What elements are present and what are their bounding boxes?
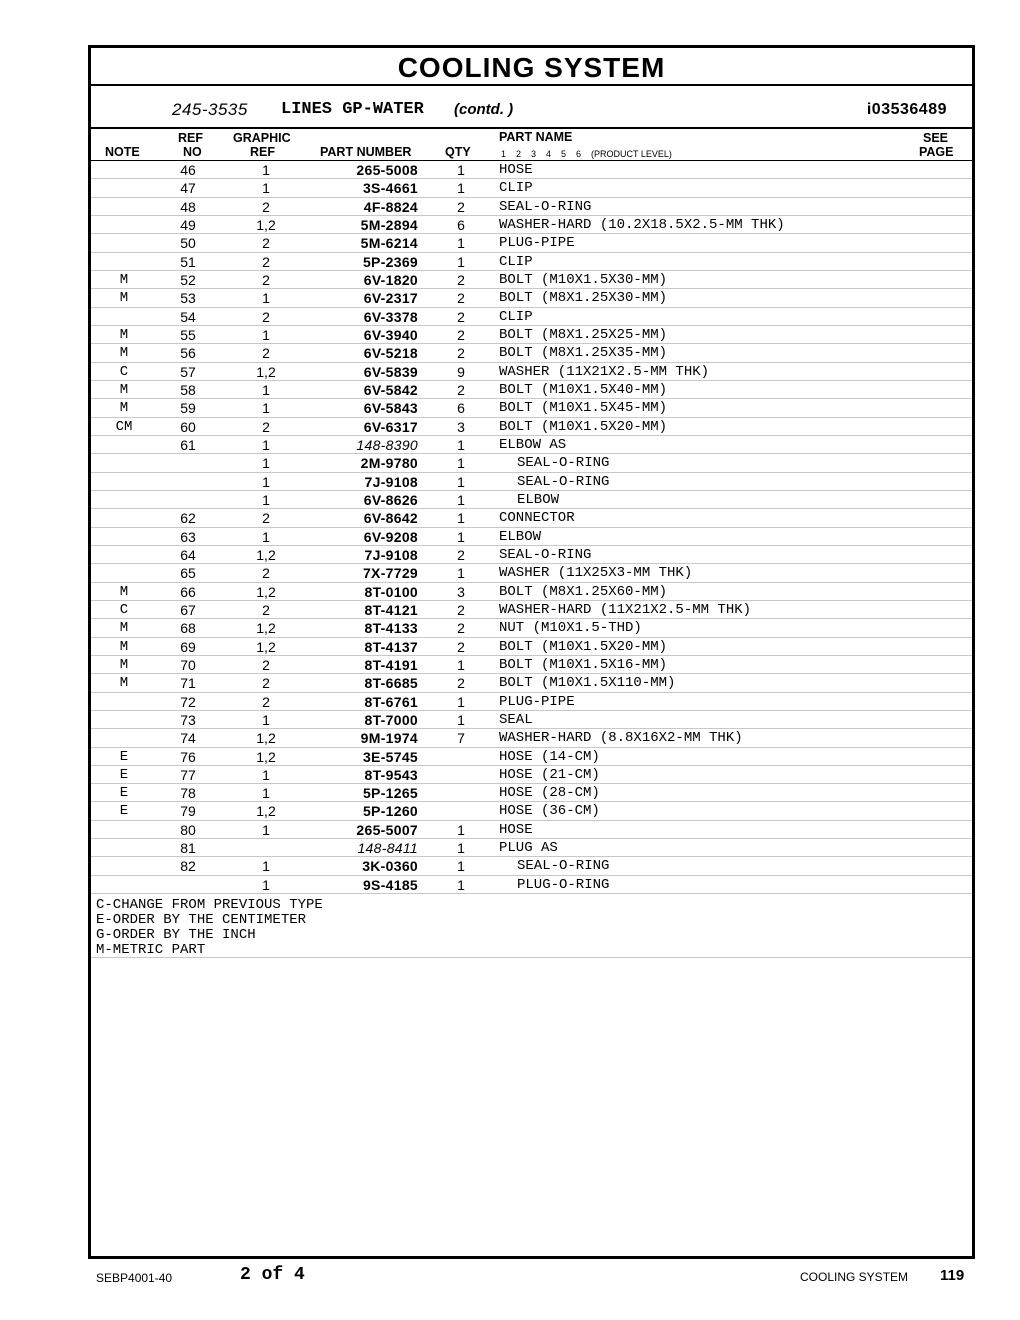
- part-name-cell: BOLT (M10X1.5X20-MM): [499, 418, 668, 435]
- graphic-ref-cell: 1,2: [256, 748, 276, 765]
- header-see-top: SEE: [923, 131, 949, 145]
- part-name-cell: BOLT (M10X1.5X16-MM): [499, 656, 668, 673]
- header-graphic-top: GRAPHIC: [233, 131, 291, 145]
- ref-no-cell: 55: [180, 326, 196, 343]
- ref-no-cell: 72: [180, 693, 196, 710]
- graphic-ref-cell: 1: [262, 326, 270, 343]
- graphic-ref-cell: 1,2: [256, 583, 276, 600]
- graphic-ref-cell: 1: [262, 785, 270, 802]
- part-name-cell: PLUG AS: [499, 840, 558, 857]
- part-number-cell: 6V-2317: [363, 290, 418, 307]
- title-bar: [91, 48, 972, 86]
- table-row: [91, 693, 972, 711]
- part-name-cell: SEAL-O-RING: [517, 455, 610, 472]
- qty-cell: 1: [457, 821, 465, 838]
- note-cell: E: [119, 803, 129, 820]
- part-number-cell: 148-8390: [356, 436, 418, 453]
- part-number-cell: 7J-9108: [364, 473, 418, 490]
- part-number-cell: 5P-2369: [362, 253, 418, 270]
- ref-no-cell: 67: [180, 601, 196, 618]
- table-row: [91, 363, 972, 381]
- part-number-cell: 7X-7729: [362, 565, 418, 582]
- ref-no-cell: 57: [180, 363, 196, 380]
- header-see-bottom: PAGE: [919, 145, 954, 159]
- note-cell: E: [119, 748, 129, 765]
- graphic-ref-cell: 1: [262, 711, 270, 728]
- part-number-cell: 5P-1265: [362, 785, 418, 802]
- ref-no-cell: 77: [180, 766, 196, 783]
- footer-page-number: 119: [940, 1267, 965, 1284]
- table-row: [91, 638, 972, 656]
- ref-no-cell: 59: [180, 400, 196, 417]
- part-number-cell: 2M-9780: [360, 455, 418, 472]
- part-number-cell: 265-5007: [356, 821, 418, 838]
- table-row: [91, 179, 972, 197]
- graphic-ref-cell: 1,2: [256, 730, 276, 747]
- part-number-cell: 8T-9543: [364, 766, 418, 783]
- table-row: [91, 161, 972, 179]
- graphic-ref-cell: 2: [262, 601, 270, 618]
- table-row: [91, 674, 972, 692]
- part-name-cell: CLIP: [499, 308, 533, 325]
- part-number-cell: 8T-6685: [364, 675, 418, 692]
- ref-no-cell: 78: [180, 785, 196, 802]
- ref-no-cell: 56: [180, 345, 196, 362]
- table-row: [91, 876, 972, 894]
- table-row: [91, 473, 972, 491]
- note-cell: M: [119, 271, 129, 288]
- ref-no-cell: 74: [180, 730, 196, 747]
- part-number-cell: 5M-2894: [360, 216, 418, 233]
- part-number-cell: 6V-5843: [363, 400, 418, 417]
- ref-no-cell: 79: [180, 803, 196, 820]
- ref-no-cell: 68: [180, 620, 196, 637]
- table-row: [91, 857, 972, 875]
- part-name-cell: SEAL-O-RING: [499, 546, 592, 563]
- qty-cell: 2: [457, 620, 465, 637]
- graphic-ref-cell: 1: [262, 290, 270, 307]
- note-cell: M: [119, 290, 129, 307]
- table-header: [91, 129, 972, 161]
- table-row: [91, 546, 972, 564]
- part-name-cell: NUT (M10X1.5-THD): [499, 620, 642, 637]
- part-number-cell: 265-5008: [356, 162, 418, 178]
- table-row: [91, 564, 972, 582]
- parts-table-body: [91, 161, 972, 894]
- part-name-cell: ELBOW: [517, 491, 560, 508]
- graphic-ref-cell: 1,2: [256, 803, 276, 820]
- qty-cell: 2: [457, 675, 465, 692]
- ref-no-cell: 63: [180, 528, 196, 545]
- table-row: [91, 253, 972, 271]
- page-frame: [88, 45, 975, 1259]
- qty-cell: 1: [457, 528, 465, 545]
- ref-no-cell: 70: [180, 656, 196, 673]
- header-part-number: PART NUMBER: [320, 145, 412, 159]
- graphic-ref-cell: 1: [262, 766, 270, 783]
- part-number-cell: 8T-4121: [364, 601, 418, 618]
- graphic-ref-cell: 1: [262, 455, 270, 472]
- part-name-cell: HOSE (21-CM): [499, 766, 600, 783]
- graphic-ref-cell: 2: [262, 345, 270, 362]
- table-row: [91, 418, 972, 436]
- graphic-ref-cell: 1,2: [256, 216, 276, 233]
- part-name-cell: BOLT (M8X1.25X60-MM): [499, 583, 668, 600]
- part-name-cell: BOLT (M10X1.5X20-MM): [499, 638, 668, 655]
- part-number-cell: 8T-4133: [364, 620, 418, 637]
- table-row: [91, 748, 972, 766]
- part-name-cell: BOLT (M8X1.25X35-MM): [499, 345, 668, 362]
- qty-cell: 2: [457, 290, 465, 307]
- part-number-cell: 3E-5745: [362, 748, 418, 765]
- table-row: [91, 491, 972, 509]
- part-name-cell: HOSE: [499, 162, 533, 178]
- group-id: i03536489: [866, 101, 947, 118]
- graphic-ref-cell: 1: [262, 162, 270, 178]
- qty-cell: 2: [457, 271, 465, 288]
- qty-cell: 1: [457, 455, 465, 472]
- part-number-cell: 8T-4137: [364, 638, 418, 655]
- ref-no-cell: 65: [180, 565, 196, 582]
- graphic-ref-cell: 1: [262, 180, 270, 197]
- group-name: LINES GP-WATER: [281, 100, 424, 119]
- graphic-ref-cell: 1: [262, 436, 270, 453]
- table-row: [91, 344, 972, 362]
- table-row: [91, 802, 972, 820]
- note-cell: M: [119, 400, 129, 417]
- part-number-cell: 6V-6317: [363, 418, 418, 435]
- header-qty: QTY: [445, 145, 471, 159]
- ref-no-cell: 53: [180, 290, 196, 307]
- graphic-ref-cell: 1: [262, 381, 270, 398]
- qty-cell: 1: [457, 565, 465, 582]
- note-cell: M: [119, 345, 129, 362]
- graphic-ref-cell: 1: [262, 876, 270, 893]
- graphic-ref-cell: 1: [262, 821, 270, 838]
- qty-cell: 1: [457, 253, 465, 270]
- note-cell: M: [119, 583, 129, 600]
- note-cell: C: [119, 363, 129, 380]
- ref-no-cell: 47: [180, 180, 196, 197]
- ref-no-cell: 60: [180, 418, 196, 435]
- table-row: [91, 528, 972, 546]
- part-number-cell: 3S-4661: [362, 180, 418, 197]
- part-name-cell: BOLT (M10X1.5X45-MM): [499, 400, 668, 417]
- part-number-cell: 8T-6761: [364, 693, 418, 710]
- part-name-cell: WASHER-HARD (11X21X2.5-MM THK): [499, 601, 752, 618]
- part-name-cell: PLUG-PIPE: [499, 235, 575, 252]
- ref-no-cell: 64: [180, 546, 196, 563]
- ref-no-cell: 58: [180, 381, 196, 398]
- part-number-cell: 6V-3940: [363, 326, 418, 343]
- part-name-cell: SEAL: [499, 711, 533, 728]
- ref-no-cell: 73: [180, 711, 196, 728]
- table-row: [91, 583, 972, 601]
- header-note: NOTE: [105, 145, 140, 159]
- part-name-cell: SEAL-O-RING: [517, 473, 610, 490]
- graphic-ref-cell: 2: [262, 656, 270, 673]
- part-number-cell: 148-8411: [357, 840, 418, 857]
- part-name-cell: WASHER-HARD (10.2X18.5X2.5-MM THK): [499, 216, 785, 233]
- graphic-ref-cell: 2: [262, 271, 270, 288]
- table-row: [91, 766, 972, 784]
- group-header: [91, 86, 972, 129]
- group-number: 245-3535: [172, 100, 248, 119]
- table-row: [91, 711, 972, 729]
- ref-no-cell: 82: [180, 858, 196, 875]
- table-row: [91, 436, 972, 454]
- part-name-cell: WASHER (11X25X3-MM THK): [499, 565, 693, 582]
- part-name-cell: CLIP: [499, 180, 533, 197]
- header-part-name: PART NAME: [499, 130, 573, 144]
- table-row: [91, 289, 972, 307]
- part-number-cell: 6V-3378: [363, 308, 418, 325]
- table-row: [91, 821, 972, 839]
- qty-cell: 1: [457, 473, 465, 490]
- note-cell: M: [119, 326, 129, 343]
- table-row: [91, 381, 972, 399]
- qty-cell: 6: [457, 216, 465, 233]
- note-cell: C: [119, 601, 129, 618]
- qty-cell: 3: [457, 583, 465, 600]
- ref-no-cell: 80: [180, 821, 196, 838]
- qty-cell: 2: [457, 601, 465, 618]
- note-line: M-METRIC PART: [96, 942, 206, 958]
- table-row: [91, 619, 972, 637]
- part-number-cell: 6V-8626: [363, 491, 418, 508]
- part-name-cell: CONNECTOR: [499, 510, 575, 527]
- note-cell: E: [119, 785, 129, 802]
- table-row: [91, 326, 972, 344]
- part-number-cell: 6V-5218: [363, 345, 418, 362]
- part-number-cell: 9S-4185: [362, 876, 418, 893]
- footer-doc-number: SEBP4001-40: [96, 1271, 173, 1285]
- qty-cell: 1: [457, 876, 465, 893]
- qty-cell: 7: [457, 730, 465, 747]
- note-line: E-ORDER BY THE CENTIMETER: [96, 912, 307, 928]
- part-name-cell: BOLT (M8X1.25X25-MM): [499, 326, 668, 343]
- part-number-cell: 6V-8642: [363, 510, 418, 527]
- qty-cell: 1: [457, 858, 465, 875]
- part-name-cell: HOSE (14-CM): [499, 748, 600, 765]
- qty-cell: 1: [457, 491, 465, 508]
- ref-no-cell: 52: [180, 271, 196, 288]
- table-row: [91, 656, 972, 674]
- graphic-ref-cell: 2: [262, 308, 270, 325]
- table-row: [91, 839, 972, 857]
- part-number-cell: 4F-8824: [363, 198, 418, 215]
- ref-no-cell: 66: [180, 583, 196, 600]
- graphic-ref-cell: 1,2: [256, 546, 276, 563]
- graphic-ref-cell: 2: [262, 235, 270, 252]
- ref-no-cell: 46: [180, 162, 196, 178]
- part-number-cell: 6V-1820: [363, 271, 418, 288]
- qty-cell: 1: [457, 162, 465, 178]
- header-product-levels: 1 2 3 4 5 6 (PRODUCT LEVEL): [501, 149, 672, 159]
- notes-legend: [96, 898, 972, 958]
- note-cell: M: [119, 381, 129, 398]
- header-ref-bottom: NO: [183, 145, 202, 159]
- part-name-cell: SEAL-O-RING: [499, 198, 592, 215]
- ref-no-cell: 76: [180, 748, 196, 765]
- qty-cell: 6: [457, 400, 465, 417]
- footer-section: COOLING SYSTEM: [800, 1270, 909, 1284]
- note-cell: CM: [115, 418, 133, 435]
- graphic-ref-cell: 1,2: [256, 620, 276, 637]
- qty-cell: 1: [457, 436, 465, 453]
- qty-cell: 1: [457, 180, 465, 197]
- part-name-cell: PLUG-O-RING: [517, 876, 610, 893]
- part-name-cell: HOSE (28-CM): [499, 785, 600, 802]
- ref-no-cell: 51: [180, 253, 196, 270]
- graphic-ref-cell: 2: [262, 418, 270, 435]
- qty-cell: 1: [457, 693, 465, 710]
- part-number-cell: 5M-6214: [360, 235, 418, 252]
- footer-page-of: 2 of 4: [240, 1265, 305, 1285]
- part-name-cell: WASHER (11X21X2.5-MM THK): [499, 363, 710, 380]
- graphic-ref-cell: 2: [262, 565, 270, 582]
- part-name-cell: BOLT (M10X1.5X110-MM): [499, 675, 676, 692]
- part-number-cell: 5P-1260: [362, 803, 418, 820]
- part-name-cell: BOLT (M10X1.5X30-MM): [499, 271, 668, 288]
- part-name-cell: ELBOW AS: [499, 436, 567, 453]
- graphic-ref-cell: 1: [262, 473, 270, 490]
- qty-cell: 1: [457, 656, 465, 673]
- table-row: [91, 399, 972, 417]
- part-number-cell: 6V-9208: [363, 528, 418, 545]
- qty-cell: 2: [457, 345, 465, 362]
- qty-cell: 1: [457, 510, 465, 527]
- note-line: C-CHANGE FROM PREVIOUS TYPE: [96, 897, 323, 913]
- part-name-cell: ELBOW: [499, 528, 542, 545]
- ref-no-cell: 71: [180, 675, 196, 692]
- part-number-cell: 7J-9108: [364, 546, 418, 563]
- part-name-cell: WASHER-HARD (8.8X16X2-MM THK): [499, 730, 743, 747]
- note-line: G-ORDER BY THE INCH: [96, 927, 256, 943]
- part-number-cell: 3K-0360: [362, 858, 418, 875]
- qty-cell: 1: [457, 235, 465, 252]
- note-cell: M: [119, 656, 129, 673]
- qty-cell: 2: [457, 326, 465, 343]
- table-row: [91, 509, 972, 527]
- ref-no-cell: 48: [180, 198, 196, 215]
- note-cell: M: [119, 620, 129, 637]
- qty-cell: 2: [457, 638, 465, 655]
- table-row: [91, 729, 972, 747]
- group-contd: (contd. ): [454, 101, 514, 118]
- part-name-cell: HOSE (36-CM): [499, 803, 600, 820]
- graphic-ref-cell: 2: [262, 253, 270, 270]
- part-name-cell: CLIP: [499, 253, 533, 270]
- graphic-ref-cell: 2: [262, 510, 270, 527]
- qty-cell: 1: [457, 711, 465, 728]
- note-cell: M: [119, 675, 129, 692]
- table-row: [91, 216, 972, 234]
- graphic-ref-cell: 1: [262, 491, 270, 508]
- part-number-cell: 6V-5842: [363, 381, 418, 398]
- graphic-ref-cell: 1: [262, 400, 270, 417]
- part-name-cell: BOLT (M8X1.25X30-MM): [499, 290, 668, 307]
- page-title: COOLING SYSTEM: [397, 52, 666, 83]
- graphic-ref-cell: 2: [262, 675, 270, 692]
- table-row: [91, 784, 972, 802]
- qty-cell: 9: [457, 363, 465, 380]
- note-cell: M: [119, 638, 129, 655]
- qty-cell: 1: [457, 840, 465, 857]
- ref-no-cell: 61: [180, 436, 196, 453]
- table-row: [91, 198, 972, 216]
- table-row: [91, 271, 972, 289]
- ref-no-cell: 50: [180, 235, 196, 252]
- qty-cell: 3: [457, 418, 465, 435]
- table-row: [91, 454, 972, 472]
- table-row: [91, 308, 972, 326]
- notes-divider: [91, 957, 972, 958]
- part-number-cell: 8T-7000: [364, 711, 418, 728]
- header-ref-top: REF: [178, 131, 203, 145]
- qty-cell: 2: [457, 308, 465, 325]
- graphic-ref-cell: 1,2: [256, 363, 276, 380]
- ref-no-cell: 62: [180, 510, 196, 527]
- ref-no-cell: 69: [180, 638, 196, 655]
- graphic-ref-cell: 2: [262, 693, 270, 710]
- qty-cell: 2: [457, 198, 465, 215]
- table-row: [91, 601, 972, 619]
- qty-cell: 2: [457, 546, 465, 563]
- header-graphic-bottom: REF: [250, 145, 275, 159]
- graphic-ref-cell: 1: [262, 858, 270, 875]
- part-name-cell: HOSE: [499, 821, 533, 838]
- graphic-ref-cell: 1: [262, 528, 270, 545]
- ref-no-cell: 54: [180, 308, 196, 325]
- part-name-cell: PLUG-PIPE: [499, 693, 575, 710]
- ref-no-cell: 49: [180, 216, 196, 233]
- part-number-cell: 9M-1974: [360, 730, 418, 747]
- part-number-cell: 8T-4191: [364, 656, 418, 673]
- part-number-cell: 8T-0100: [364, 583, 418, 600]
- table-row: [91, 234, 972, 252]
- qty-cell: 2: [457, 381, 465, 398]
- part-name-cell: SEAL-O-RING: [517, 858, 610, 875]
- ref-no-cell: 81: [180, 840, 196, 857]
- part-name-cell: BOLT (M10X1.5X40-MM): [499, 381, 668, 398]
- part-number-cell: 6V-5839: [363, 363, 418, 380]
- graphic-ref-cell: 2: [262, 198, 270, 215]
- note-cell: E: [119, 766, 129, 783]
- graphic-ref-cell: 1,2: [256, 638, 276, 655]
